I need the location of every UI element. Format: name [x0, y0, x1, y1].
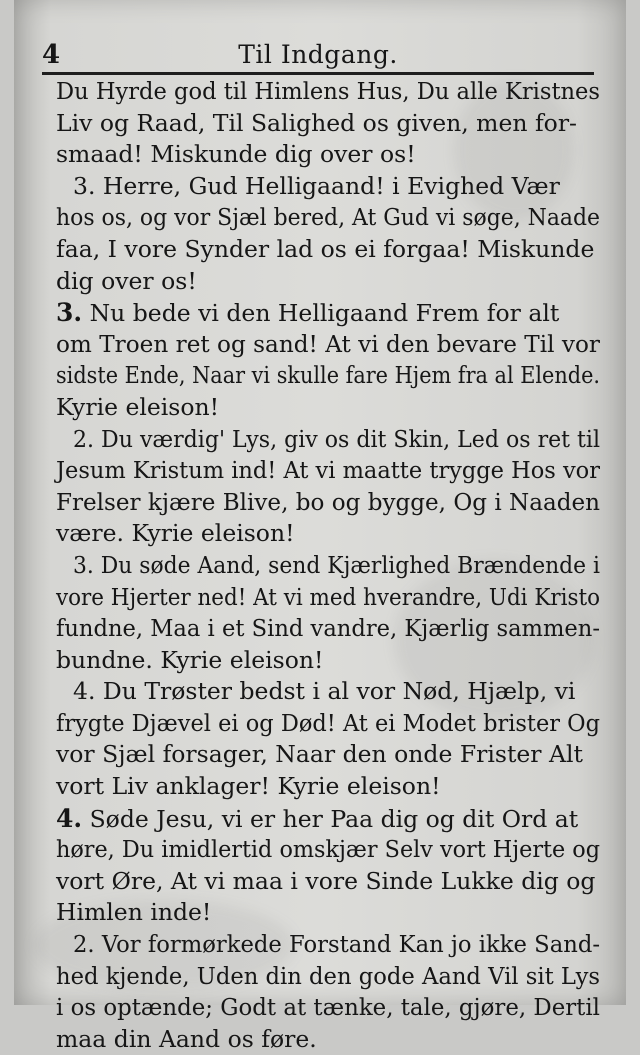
header-rule [42, 72, 594, 75]
text-line-content: Liv og Raad, Til Salighed os given, men for- [56, 108, 577, 137]
text-line-content: faa, I vore Synder lad os ei forgaa! Miskunde [56, 234, 595, 263]
text-line-content: vore Hjerter ned! At vi med hverandre, Udi Kristo [56, 582, 601, 611]
hymn-number: 3. [56, 298, 83, 328]
text-line [56, 771, 604, 803]
text-line-content: Frelser kjære Blive, bo og bygge, Og i Naaden [56, 487, 600, 516]
page-header [42, 38, 594, 74]
text-line-content: om Troen ret og sand! At vi den bevare Til vor [56, 329, 600, 358]
text-line-content: hos os, og vor Sjæl bered, At Gud vi søge, Naade [56, 203, 601, 232]
text-line [56, 929, 604, 961]
text-line-content: hed kjende, Uden din den gode Aand Vil sit Lys [56, 961, 600, 990]
text-line [56, 329, 604, 361]
text-line [56, 424, 604, 456]
text-line-content: i os optænde; Godt at tænke, tale, gjøre, Dertil [56, 993, 600, 1022]
text-line [56, 676, 604, 708]
text-line [56, 266, 604, 298]
hymn-number: 4. [56, 803, 83, 833]
hymn-start-line [56, 803, 578, 836]
hymn-first-line: Nu bede vi den Helligaand Frem for alt [82, 299, 560, 328]
text-line-content: Du Hyrde god til Himlens Hus, Du alle Kristnes [56, 77, 600, 105]
text-line [56, 739, 604, 771]
text-line [56, 708, 604, 740]
text-line [56, 139, 604, 171]
text-line-content: fundne, Maa i et Sind vandre, Kjærlig sammen- [56, 614, 601, 643]
text-line-content: vort Liv anklager! Kyrie eleison! [56, 772, 441, 801]
text-line [56, 803, 604, 835]
text-line [56, 108, 604, 140]
text-line-content: smaad! Miskunde dig over os! [56, 140, 416, 169]
hymn-first-line: Søde Jesu, vi er her Paa dig og dit Ord at [82, 804, 579, 833]
text-line [56, 961, 604, 993]
text-line-content: dig over os! [56, 266, 197, 295]
text-line-content: Jesum Kristum ind! At vi maatte trygge Hos vor [56, 456, 600, 485]
text-line-content: sidste Ende, Naar vi skulle fare Hjem fra al Elende. [56, 361, 601, 390]
text-line [56, 866, 604, 898]
text-line [56, 487, 604, 519]
text-line-content: 2. Du værdig' Lys, giv os dit Skin, Led os ret til [73, 424, 601, 453]
text-line [56, 202, 604, 234]
text-line-content: vor Sjæl forsager, Naar den onde Frister Alt [56, 740, 583, 769]
text-line [56, 550, 604, 582]
text-line-content: høre, Du imidlertid omskjær Selv vort Hjerte og [56, 835, 601, 864]
text-line [56, 645, 604, 677]
text-line [56, 360, 604, 392]
text-line [56, 1024, 604, 1055]
text-line-content: være. Kyrie eleison! [56, 519, 295, 548]
text-line-content: frygte Djævel ei og Død! At ei Modet brister Og [56, 708, 601, 737]
text-line [56, 234, 604, 266]
text-line-content: Himlen inde! [56, 898, 212, 927]
running-title: Til Indgang. [238, 40, 398, 69]
text-line [56, 392, 604, 424]
text-line-content: maa din Aand os føre. [56, 1024, 317, 1053]
hymn-text [56, 76, 604, 1055]
hymn-start-line [56, 297, 559, 330]
text-line-content: vort Øre, At vi maa i vore Sinde Lukke dig og [56, 866, 596, 895]
text-line [56, 613, 604, 645]
text-line [56, 518, 604, 550]
text-line [56, 897, 604, 929]
text-line-content: 3. Herre, Gud Helligaand! i Evighed Vær [73, 171, 560, 200]
text-line [56, 834, 604, 866]
text-line-content: 4. Du Trøster bedst i al vor Nød, Hjælp, vi [73, 677, 576, 706]
text-line [56, 455, 604, 487]
text-line [56, 171, 604, 203]
text-line [56, 582, 604, 614]
text-line-content: 2. Vor formørkede Forstand Kan jo ikke Sand- [73, 930, 601, 959]
text-line [56, 992, 604, 1024]
text-line [56, 297, 604, 329]
page-number: 4 [42, 40, 61, 70]
text-line-content: Kyrie eleison! [56, 392, 220, 421]
text-line-content: 3. Du søde Aand, send Kjærlighed Brændende i [73, 550, 601, 579]
text-line-content: bundne. Kyrie eleison! [56, 645, 324, 674]
text-line [56, 76, 604, 108]
